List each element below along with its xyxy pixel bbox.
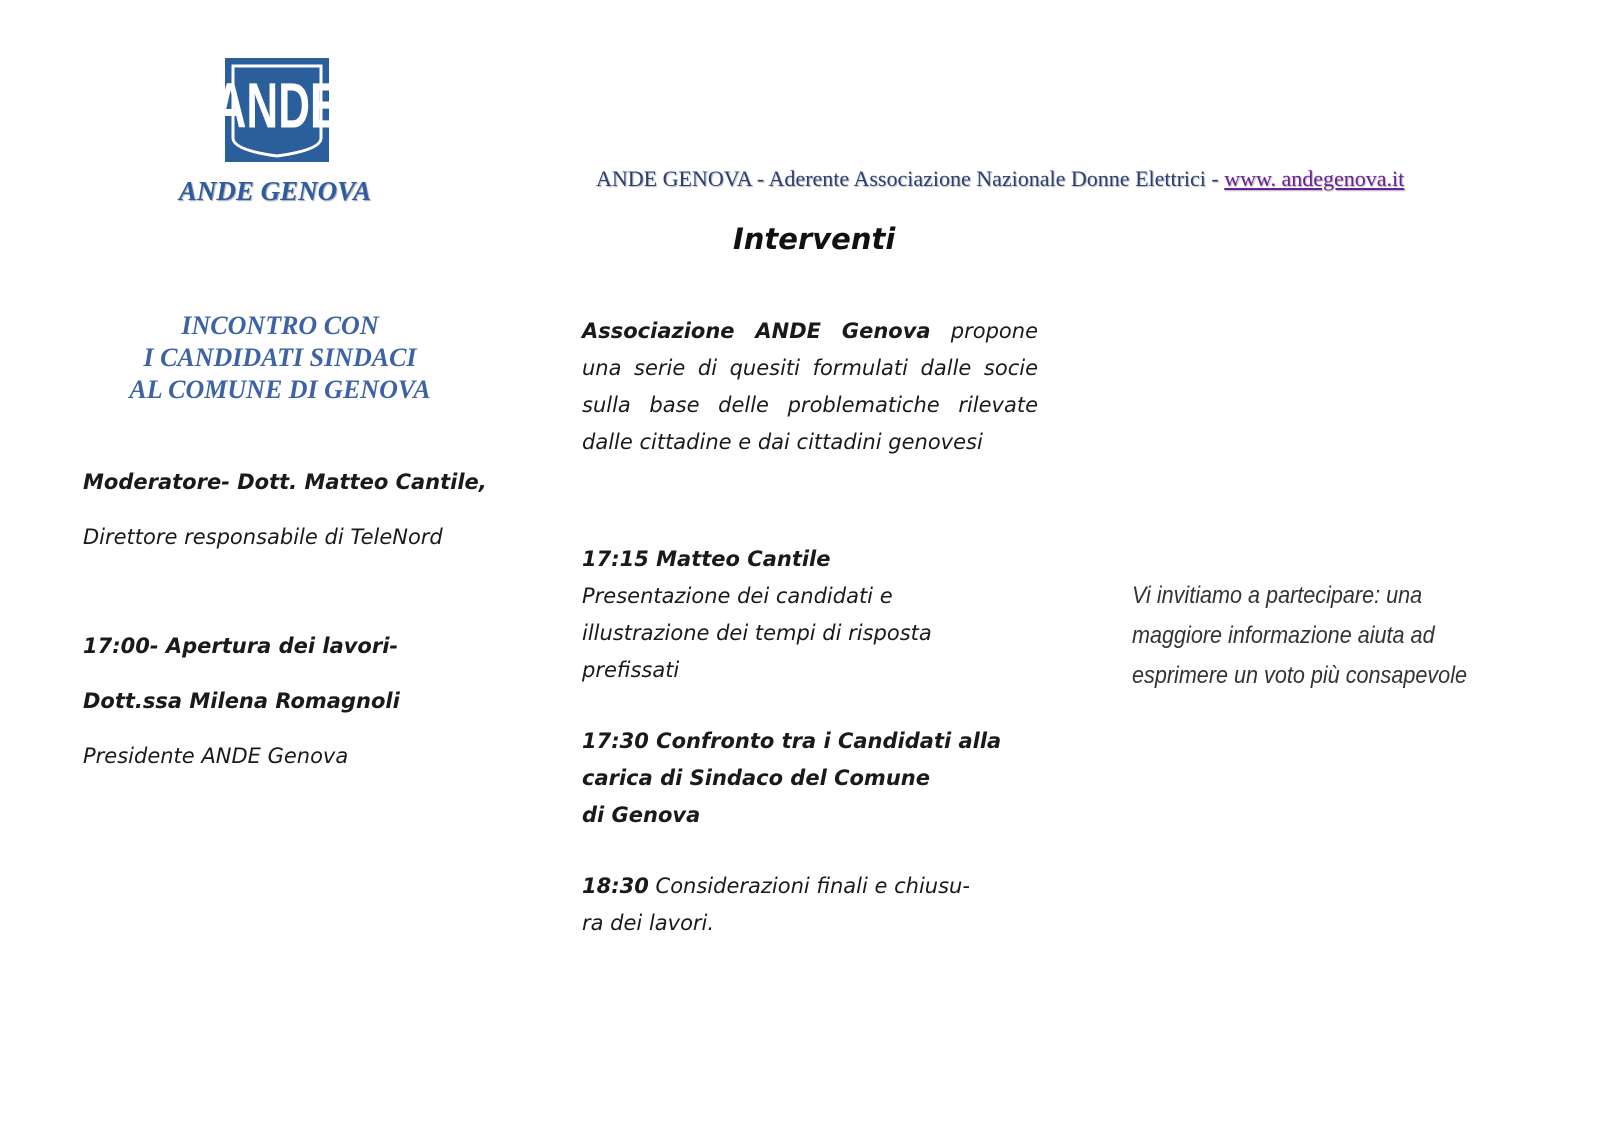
president-role: Presidente ANDE Genova: [83, 744, 349, 768]
ande-logo: [214, 58, 340, 162]
agenda-item-2: [582, 723, 1038, 834]
agenda-item-3-text-cont: ra dei lavori.: [582, 911, 715, 935]
opening-time: 17:00- Apertura dei lavori-: [83, 634, 399, 658]
meeting-title-line: AL COMUNE DI GENOVA: [129, 375, 431, 404]
section-title: Interventi: [733, 222, 896, 256]
intro-text: propone una serie di quesiti formulati dalle socie sulla base delle problematiche rilevate dalle cittadine e dai cittadini genovesi: [582, 319, 1038, 454]
president-name: Dott.ssa Milena Romagnoli: [83, 689, 400, 713]
meeting-title-line: INCONTRO CON: [181, 311, 379, 340]
agenda-item-1: [582, 541, 1038, 689]
moderator-role: Direttore responsabile di TeleNord: [83, 525, 443, 549]
meeting-title: [80, 310, 480, 406]
invitation-note: [1132, 576, 1528, 696]
agenda-item-2-line: di Genova: [582, 803, 701, 827]
agenda-item-3-time: 18:30: [582, 874, 649, 898]
agenda-item-1-title: 17:15 Matteo Cantile: [582, 547, 831, 571]
agenda-item-1-text: Presentazione dei candidati e illustrazione dei tempi di risposta prefissati: [582, 584, 932, 682]
moderator: Moderatore- Dott. Matteo Cantile,: [83, 470, 487, 494]
header-text: ANDE GENOVA - Aderente Associazione Nazionale Donne Elettrici -: [596, 166, 1225, 191]
agenda-item-2-line: carica di Sindaco del Comune: [582, 766, 930, 790]
intro-bold: Associazione ANDE Genova: [582, 319, 931, 343]
agenda-item-3: [582, 868, 1038, 942]
invitation-line: Vi invitiamo a partecipare: una: [1132, 582, 1423, 609]
invitation-line: esprimere un voto più consapevole: [1132, 662, 1468, 689]
agenda-item-2-line: 17:30 Confronto tra i Candidati alla: [582, 729, 1002, 753]
org-name: ANDE GENOVA: [178, 176, 372, 206]
invitation-line: maggiore informazione aiuta ad: [1132, 622, 1435, 649]
header-line: [596, 166, 1404, 192]
meeting-title-line: I CANDIDATI SINDACI: [143, 343, 417, 372]
ande-shield-icon: [214, 58, 340, 162]
agenda-item-3-text: Considerazioni finali e chiusu-: [648, 874, 970, 898]
logo-text: ANDE: [214, 69, 340, 142]
intro-paragraph: [582, 313, 1038, 461]
website-link[interactable]: www. andegenova.it: [1224, 166, 1405, 191]
